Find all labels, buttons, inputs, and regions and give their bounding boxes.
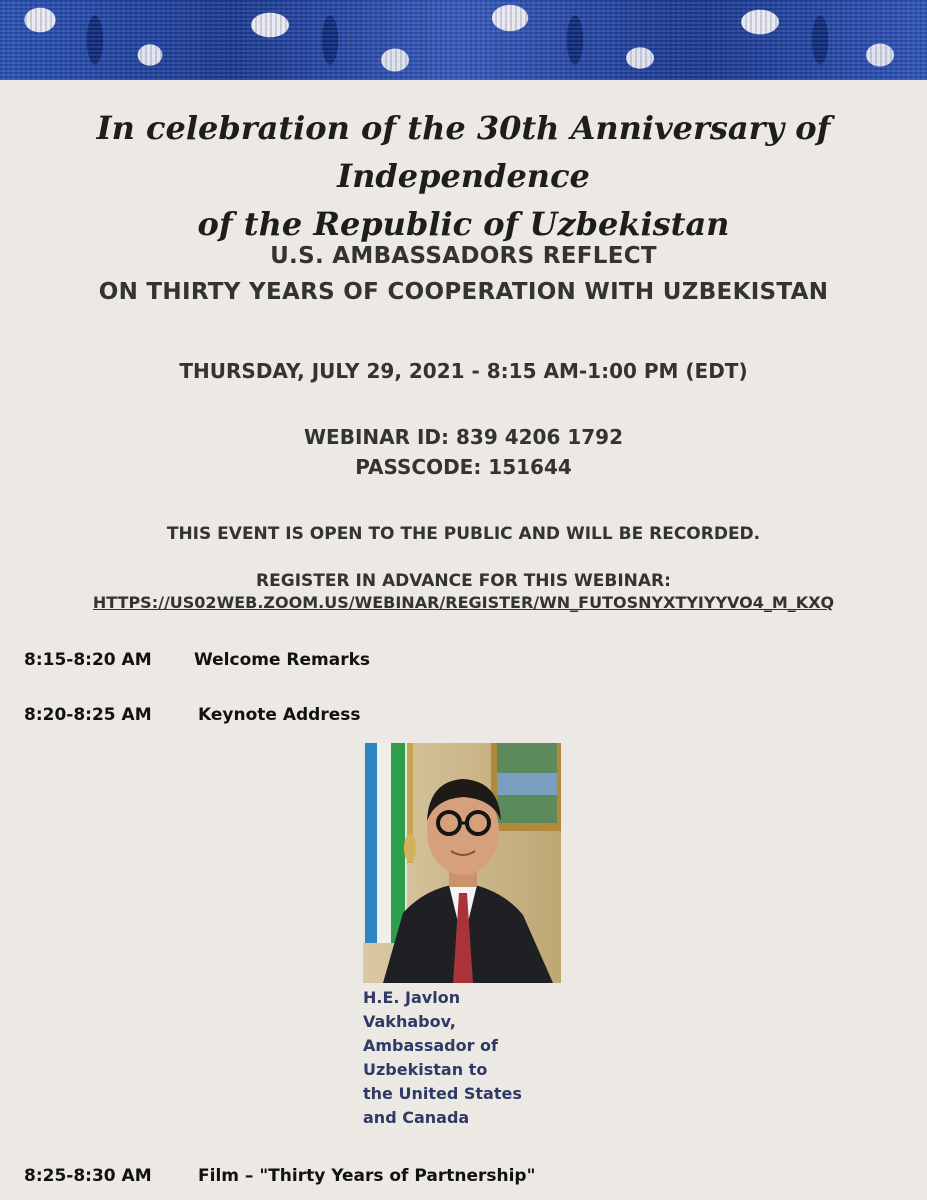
register-section [0,570,927,614]
register-link[interactable]: HTTPS://US02WEB.ZOOM.US/WEBINAR/REGISTER/WN_FUTOSNYXTYIYYVO4_M_KXQ [92,593,835,612]
caption-line: Uzbekistan to [363,1060,488,1079]
event-subtitle [0,238,927,310]
agenda-item: Keynote Address [198,705,361,725]
ikat-banner [0,0,927,80]
register-label: REGISTER IN ADVANCE FOR THIS WEBINAR: [256,571,671,591]
agenda-time: 8:20-8:25 AM [24,705,152,725]
caption-line: H.E. Javlon [363,988,461,1007]
speaker-photo [363,743,561,983]
caption-line: Vakhabov, [363,1012,456,1031]
title-line-2: of the Republic of Uzbekistan [197,205,730,243]
agenda-time: 8:25-8:30 AM [24,1166,152,1186]
agenda-time: 8:15-8:20 AM [24,650,152,670]
caption-line: the United States [363,1084,522,1103]
title-line-1: In celebration of the 30th Anniversary of Independence [96,109,831,195]
subtitle-line-1: U.S. AMBASSADORS REFLECT [270,243,657,269]
webinar-passcode: PASSCODE: 151644 [355,455,572,479]
agenda-item: Film – "Thirty Years of Partnership" [198,1166,536,1186]
speaker-portrait-illustration [363,743,561,983]
speaker-caption [363,986,563,1130]
page-title [0,104,927,248]
webinar-id: WEBINAR ID: 839 4206 1792 [304,425,623,449]
agenda-row-film [24,1164,535,1188]
webinar-credentials [0,422,927,482]
subtitle-line-2: ON THIRTY YEARS OF COOPERATION WITH UZBEKISTAN [98,279,829,305]
caption-line: and Canada [363,1108,470,1127]
caption-line: Ambassador of [363,1036,499,1055]
public-notice: THIS EVENT IS OPEN TO THE PUBLIC AND WILL BE RECORDED. [166,524,761,544]
agenda-row-keynote [24,703,361,727]
agenda-item: Welcome Remarks [194,650,371,670]
agenda-row-welcome [24,648,370,672]
event-datetime: THURSDAY, JULY 29, 2021 - 8:15 AM-1:00 PM (EDT) [179,359,748,383]
